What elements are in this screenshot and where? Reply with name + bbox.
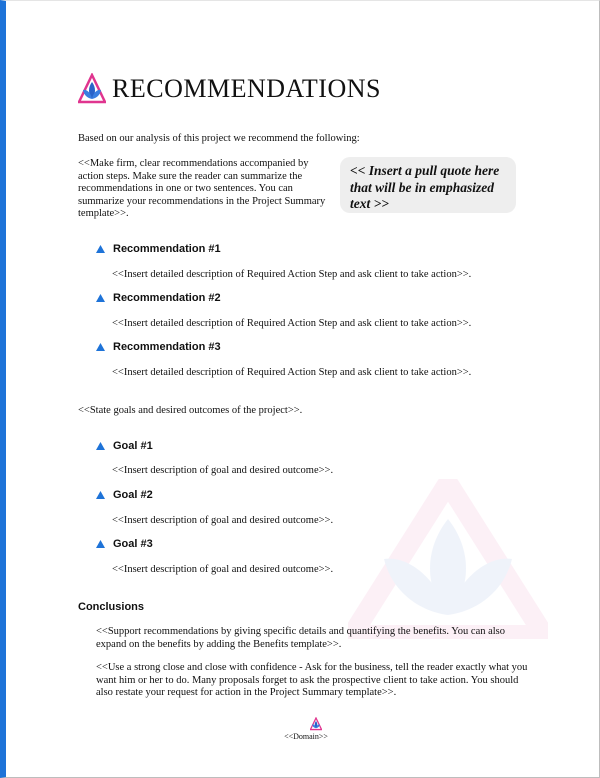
triangle-bullet-icon	[96, 343, 105, 351]
footer-logo-icon	[310, 717, 322, 731]
conclusions-heading: Conclusions	[78, 601, 145, 613]
goal-description: <<Insert description of goal and desired outcome>>.	[112, 515, 334, 526]
goal-description: <<Insert description of goal and desired outcome>>.	[112, 564, 334, 575]
conclusions-paragraph: <<Use a strong close and close with confidence - Ask for the business, tell the reader exactly what you want him or her to do. Many proposals forget to ask the prospective client to take action. You should also restate your request for action in the Project Summary template>>.	[96, 662, 528, 698]
intro-text: Based on our analysis of this project we recommend the following:	[78, 133, 360, 144]
goal-heading	[96, 440, 153, 452]
goal-heading	[96, 538, 153, 550]
conclusions-paragraph: <<Support recommendations by giving specific details and quantifying the benefits. You can also expand on the benefits by adding the Benefits template>>.	[96, 626, 506, 650]
page-title: RECOMMENDATIONS	[112, 74, 381, 103]
triangle-bullet-icon	[96, 294, 105, 302]
recommendation-summary-paragraph: <<Make firm, clear recommendations accompanied by action steps. Make sure the reader can summarize the recommendations in one or two sentences. You can summarize your recommendations in the Project Summary template>>.	[78, 158, 326, 219]
recommendation-label: Recommendation #3	[113, 341, 221, 353]
goal-label: Goal #3	[113, 538, 153, 550]
recommendation-heading	[96, 243, 221, 255]
recommendation-heading	[96, 292, 221, 304]
triangle-bullet-icon	[96, 491, 105, 499]
footer-domain: <<Domain>>	[284, 732, 328, 741]
pull-quote: << Insert a pull quote here that will be in emphasized text >>	[340, 157, 516, 213]
page-header	[78, 73, 381, 105]
goal-heading	[96, 489, 153, 501]
triangle-bullet-icon	[96, 442, 105, 450]
recommendation-label: Recommendation #2	[113, 292, 221, 304]
goal-description: <<Insert description of goal and desired outcome>>.	[112, 465, 334, 476]
goal-label: Goal #1	[113, 440, 153, 452]
watermark-logo-icon	[348, 479, 548, 639]
triangle-bullet-icon	[96, 245, 105, 253]
recommendation-description: <<Insert detailed description of Required Action Step and ask client to take action>>.	[112, 269, 472, 280]
recommendation-description: <<Insert detailed description of Required Action Step and ask client to take action>>.	[112, 367, 472, 378]
goals-intro-text: <<State goals and desired outcomes of the project>>.	[78, 405, 303, 416]
recommendation-description: <<Insert detailed description of Required Action Step and ask client to take action>>.	[112, 318, 472, 329]
goal-label: Goal #2	[113, 489, 153, 501]
recommendation-label: Recommendation #1	[113, 243, 221, 255]
triangle-bullet-icon	[96, 540, 105, 548]
recommendation-heading	[96, 341, 221, 353]
triangle-leaf-logo-icon	[78, 73, 106, 105]
